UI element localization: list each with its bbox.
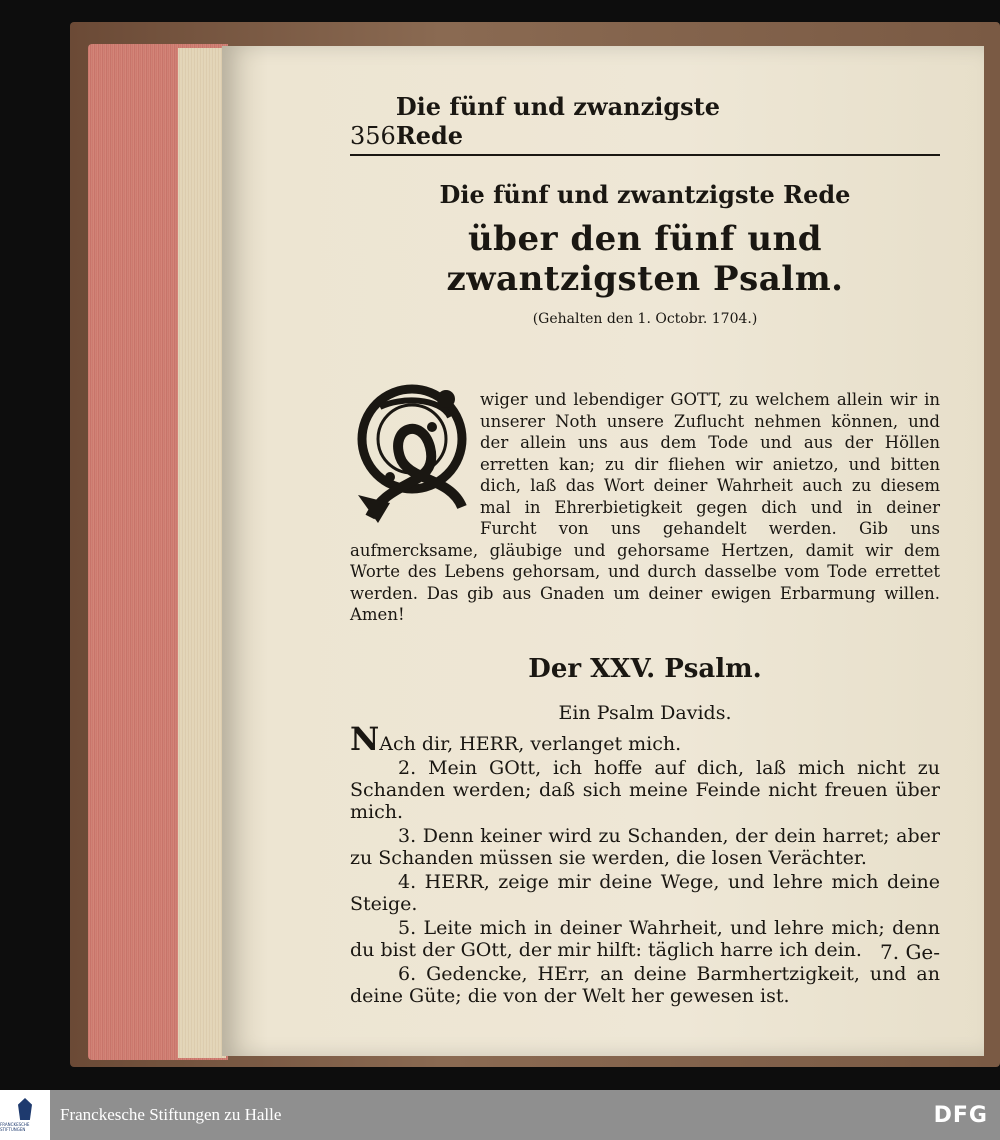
institution-logo[interactable] bbox=[0, 1090, 50, 1140]
verse-5: 5. Leite mich in deiner Wahrheit, und lehre mich; denn du bist der GOtt, der mir hilft: täglich harre ich dein. bbox=[350, 916, 940, 961]
page-number: 356 bbox=[350, 122, 396, 150]
verse-1-text: Ach dir, HERR, verlanget mich. bbox=[379, 732, 682, 755]
sermon-date: (Gehalten den 1. Octobr. 1704.) bbox=[532, 311, 758, 327]
sermon-subtitle: über den fünf und zwantzigsten Psalm. bbox=[446, 219, 844, 299]
logo-text: FRANCKESCHE STIFTUNGEN bbox=[0, 1122, 30, 1132]
opening-prayer bbox=[350, 389, 940, 626]
running-head: Die fünf und zwanzigste Rede bbox=[395, 92, 720, 150]
psalm-title: Der XXV. Psalm. bbox=[528, 653, 762, 684]
verse-1 bbox=[350, 719, 940, 758]
verse-4: 4. HERR, zeige mir deine Wege, und lehre mich deine Steige. bbox=[350, 870, 940, 915]
prayer-text: wiger und lebendiger GOTT, zu welchem allein wir in unserer Noth unsere Zuflucht nehmen können, und der allein uns aus dem Tode und aus der Höllen erretten kan; zu dir fliehen wir anietzo, und bitten dich, laß das Wort deiner Wahrheit auch zu diesem mal in Ehrerbietigkeit gegen dich und in deiner Furcht von uns gehandelt werden. Gib uns aufmercksame, gläubige und gehorsame Hertzen, damit wir dem Worte des Lebens gehorsam, und durch dasselbe vom Tode errettet werden. Das gib aus Gnaden um deiner ewigen Erbarmung willen. Amen! bbox=[350, 390, 940, 624]
psalm-subtitle: Ein Psalm Davids. bbox=[558, 701, 732, 724]
verse-6: 6. Gedencke, HErr, an deine Barmhertzigkeit, und an deine Güte; die von der Welt her gewesen ist. bbox=[350, 962, 940, 1007]
psalm-verses bbox=[350, 719, 940, 1007]
verse-initial: N bbox=[350, 719, 380, 758]
verse-2: 2. Mein GOtt, ich hoffe auf dich, laß mich nicht zu Schanden werden; daß sich meine Feinde nicht freuen über mich. bbox=[350, 756, 940, 823]
eagle-icon bbox=[18, 1098, 32, 1120]
page-content bbox=[350, 92, 940, 1009]
page-header bbox=[350, 92, 940, 156]
verse-3: 3. Denn keiner wird zu Schanden, der dein harret; aber zu Schanden müssen sie werden, die losen Verächter. bbox=[350, 824, 940, 869]
catchword: 7. Ge- bbox=[880, 940, 941, 964]
dfg-logo[interactable]: DFG bbox=[933, 1102, 988, 1128]
page-edges-inner bbox=[178, 48, 226, 1058]
ornamental-initial-e-icon bbox=[350, 377, 472, 527]
institution-name[interactable]: Franckesche Stiftungen zu Halle bbox=[60, 1105, 282, 1124]
footer-bar bbox=[0, 1090, 1000, 1140]
sermon-title: Die fünf und zwantzigste Rede bbox=[439, 180, 851, 209]
